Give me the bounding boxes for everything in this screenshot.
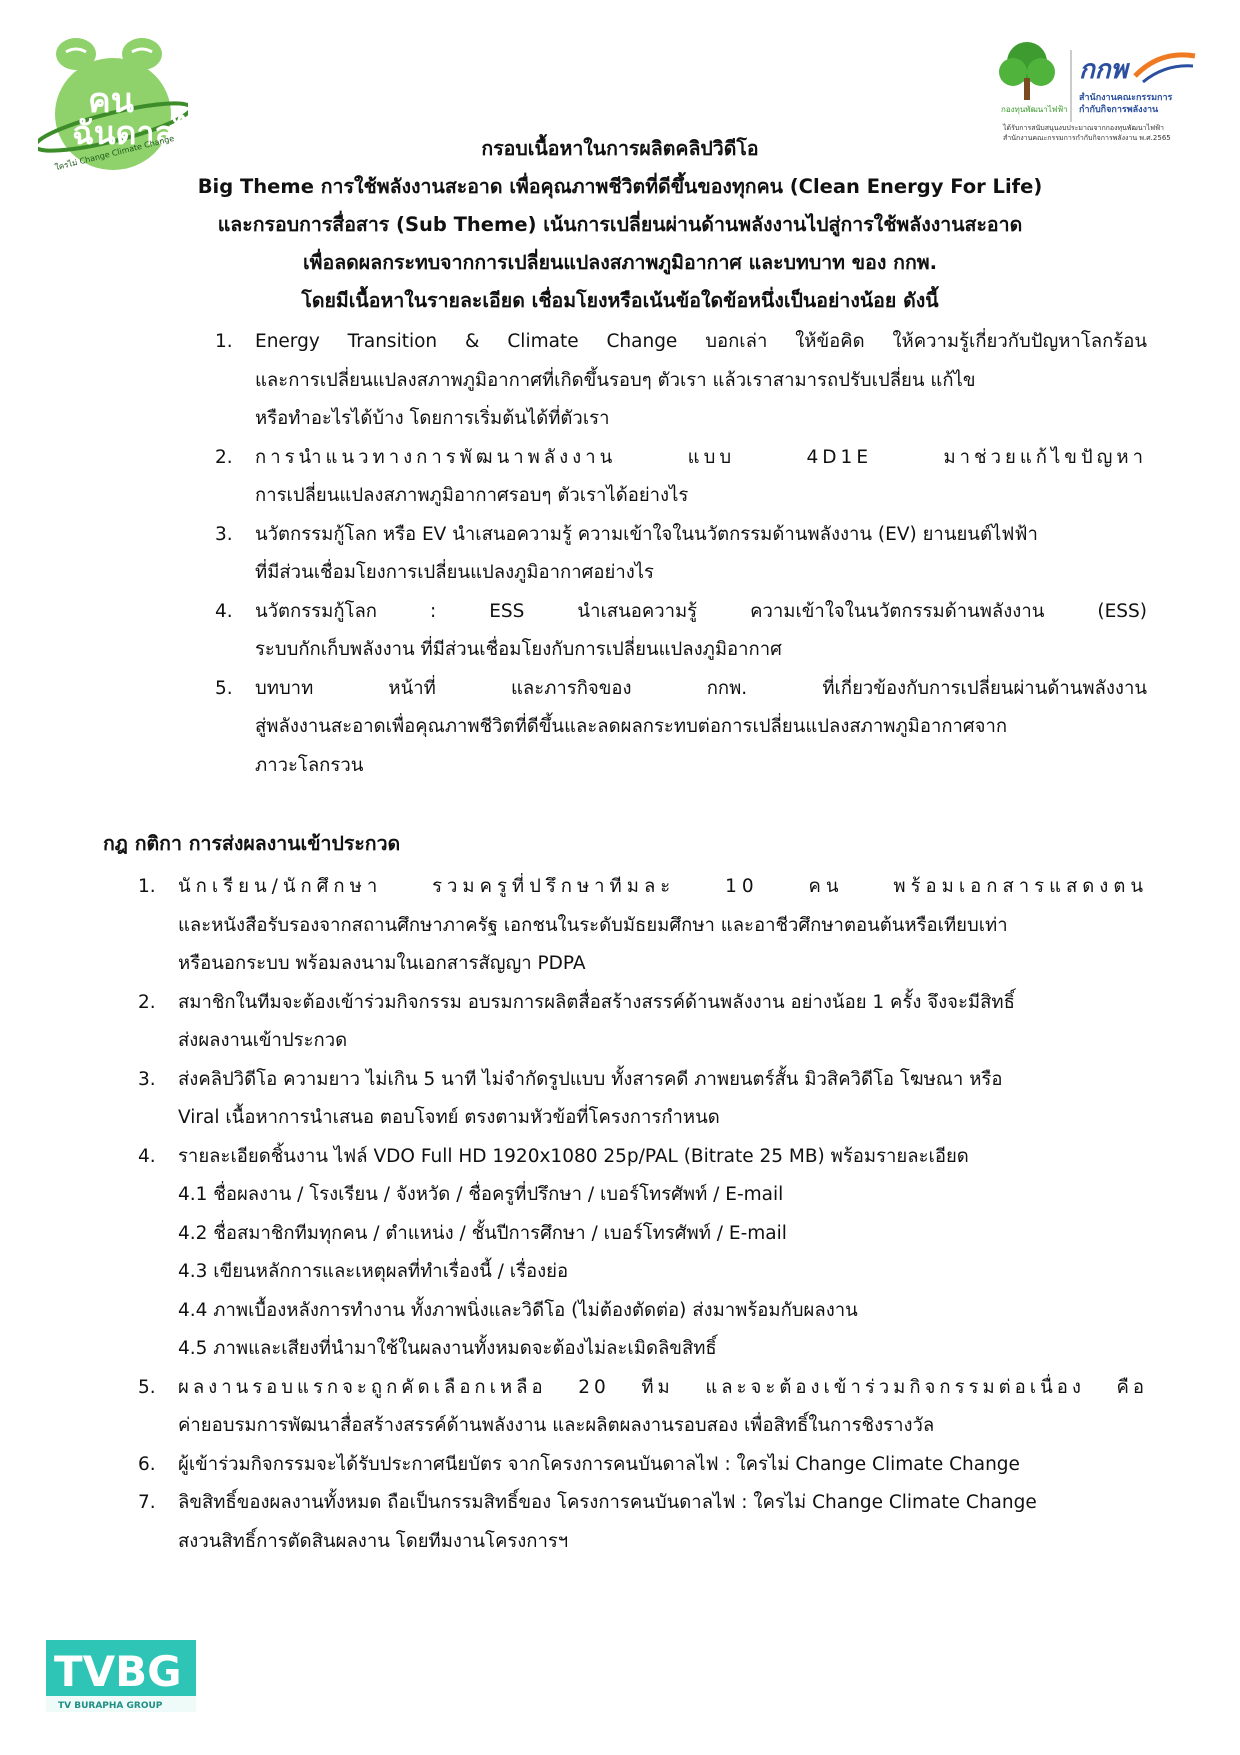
header-sub-theme: และกรอบการสื่อสาร (Sub Theme) เน้นการเปลี่ยนผ่านด้านพลังงานไปสู่การใช้พลังงานสะอาด (217, 213, 1023, 236)
tvbg-logo (46, 1640, 196, 1712)
theme-item: 3. นวัตกรรมกู้โลก หรือ EV นำเสนอความรู้ ความเข้าใจในนวัตกรรมด้านพลังงาน (EV) ยานยนต์ไฟฟ้า ที่มีส่วนเชื่อมโยงการเปลี่ยนแปลงภูมิอากาศอย่างไร (255, 516, 1147, 593)
item-number: 2. (215, 446, 233, 468)
theme-item: 1. Energy Transition & Climate Change บอกเล่า ให้ข้อคิด ให้ความรู้เกี่ยวกับปัญหาโลกร้อน และการเปลี่ยนแปลงสภาพภูมิอากาศที่เกิดขึ้นรอบๆ ตัวเรา แล้วเราสามารถปรับเปลี่ยน แก้ไข หรือทำอะไรได้บ้าง โดยการเริ่มต้นได้ที่ตัวเรา (255, 323, 1147, 439)
theme-list (215, 323, 1147, 785)
rule-item: 4. รายละเอียดชิ้นงาน ไฟล์ VDO Full HD 1920x1080 25p/PAL (Bitrate 25 MB) พร้อมรายละเอียด 4.1 ชื่อผลงาน / โรงเรียน / จังหวัด / ชื่อครูที่ปรึกษา / เบอร์โทรศัพท์ / E-mail 4.2 ชื่อสมาชิกทีมทุกคน / ตำแหน่ง / ชั้นปีการศึกษา / เบอร์โทรศัพท์ / E-mail 4.3 เขียนหลักการและเหตุผลที่ทำเรื่องนี้ / เรื่องย่อ 4.4 ภาพเบื้องหลังการทำงาน ทั้งภาพนิ่งและวิดีโอ (ไม่ต้องตัดต่อ) ส่งมาพร้อมกับผลงาน 4.5 ภาพและเสียงที่นำมาใช้ในผลงานทั้งหมดจะต้องไม่ละเมิดลิขสิทธิ์ (178, 1138, 1148, 1369)
header-big-theme: Big Theme การใช้พลังงานสะอาด เพื่อคุณภาพชีวิตที่ดีขึ้นของทุกคน (Clean Energy For Life) (197, 175, 1043, 198)
rule-item: 1. นักเรียน/นักศึกษา รวมครูที่ปรึกษาทีมละ 10 คน พร้อมเอกสารแสดงตน และหนังสือรับรองจากสถานศึกษาภาครัฐ เอกชนในระดับมัธยมศึกษา และอาชีวศึกษาตอนต้นหรือเทียบเท่า หรือนอกระบบ พร้อมลงนามในเอกสารสัญญา PDPA (178, 868, 1148, 984)
item-number: 7. (138, 1492, 156, 1513)
rule-item: 6. ผู้เข้าร่วมกิจกรรมจะได้รับประกาศนียบัตร จากโครงการคนบันดาลไฟ : ใครไม่ Change Climate Change (178, 1446, 1148, 1485)
svg-text:ใครไม่ Change Climate Change: ใครไม่ Change Climate Change (54, 133, 176, 173)
item-number: 5. (138, 1376, 156, 1398)
header-intro: โดยมีเนื้อหาในรายละเอียด เชื่อมโยงหรือเน้นข้อใดข้อหนึ่งเป็นอย่างน้อย ดังนี้ (301, 289, 939, 312)
rules-title: กฎ กติกา การส่งผลงานเข้าประกวด (103, 832, 401, 855)
item-number: 3. (215, 523, 233, 545)
svg-text:TV BURAPHA GROUP: TV BURAPHA GROUP (58, 1701, 163, 1711)
item-number: 6. (138, 1453, 156, 1475)
item-number: 4. (138, 1145, 156, 1167)
theme-item: 5. บทบาท หน้าที่ และภารกิจของ กกพ. ที่เกี่ยวข้องกับการเปลี่ยนผ่านด้านพลังงาน สู่พลังงานสะอาดเพื่อคุณภาพชีวิตที่ดีขึ้นและลดผลกระทบต่อการเปลี่ยนแปลงสภาพภูมิอากาศจาก ภาวะโลกรวน (255, 670, 1147, 786)
sponsor-logos (995, 30, 1205, 145)
header-title: กรอบเนื้อหาในการผลิตคลิปวิดีโอ (481, 137, 759, 160)
sub-item: 4.1 ชื่อผลงาน / โรงเรียน / จังหวัด / ชื่อครูที่ปรึกษา / เบอร์โทรศัพท์ / E-mail (178, 1184, 784, 1205)
theme-item: 2. การนำแนวทางการพัฒนาพลังงาน แบบ 4D1E มาช่วยแก้ไขปัญหา การเปลี่ยนแปลงสภาพภูมิอากาศรอบๆ ตัวเราได้อย่างไร (255, 439, 1147, 516)
rule-item: 7. ลิขสิทธิ์ของผลงานทั้งหมด ถือเป็นกรรมสิทธิ์ของ โครงการคนบันดาลไฟ : ใครไม่ Change Climate Change สงวนสิทธิ์การตัดสินผลงาน โดยทีมงานโครงการฯ (178, 1484, 1148, 1561)
svg-text:ฉันดาลไฟ: ฉันดาลไ (72, 114, 188, 152)
svg-text:กำกับกิจการพลังงาน: กำกับกิจการพลังงาน (1079, 105, 1159, 115)
svg-text:กกพ: กกพ (1079, 55, 1128, 85)
svg-text:TVBG: TVBG (54, 1647, 182, 1696)
logo-text: คน (88, 81, 134, 121)
header-sub-theme-cont: เพื่อลดผลกระทบจากการเปลี่ยนแปลงสภาพภูมิอากาศ และบทบาท ของ กกพ. (302, 251, 938, 274)
svg-text:สำนักงานคณะกรรมการกำกับกิจการพ: สำนักงานคณะกรรมการกำกับกิจการพลังงาน พ.ศ.2565 (1003, 134, 1171, 142)
rules-list (138, 868, 1148, 1561)
svg-text:สำนักงานคณะกรรมการ: สำนักงานคณะกรรมการ (1079, 93, 1173, 103)
theme-item: 4. นวัตกรรมกู้โลก : ESS นำเสนอความรู้ ความเข้าใจในนวัตกรรมด้านพลังงาน (ESS) ระบบกักเก็บพลังงาน ที่มีส่วนเชื่อมโยงกับการเปลี่ยนแปลงภูมิอากาศ (255, 593, 1147, 670)
item-number: 5. (215, 677, 233, 699)
sub-item: 4.2 ชื่อสมาชิกทีมทุกคน / ตำแหน่ง / ชั้นปีการศึกษา / เบอร์โทรศัพท์ / E-mail (178, 1222, 787, 1244)
svg-text:ได้รับการสนับสนุนงบประมาณจากกอ: ได้รับการสนับสนุนงบประมาณจากกองทุนพัฒนาไฟฟ้า (1003, 124, 1164, 132)
item-number: 3. (138, 1068, 156, 1090)
rule-item: 3. ส่งคลิปวิดีโอ ความยาว ไม่เกิน 5 นาที ไม่จำกัดรูปแบบ ทั้งสารคดี ภาพยนตร์สั้น มิวสิควิดีโอ โฆษณา หรือ Viral เนื้อหาการนำเสนอ ตอบโจทย์ ตรงตามหัวข้อที่โครงการกำหนด (178, 1061, 1148, 1138)
svg-text:กองทุนพัฒนาไฟฟ้า: กองทุนพัฒนาไฟฟ้า (1001, 105, 1068, 114)
rule-item: 2. สมาชิกในทีมจะต้องเข้าร่วมกิจกรรม อบรมการผลิตสื่อสร้างสรรค์ด้านพลังงาน อย่างน้อย 1 ครั้ง จึงจะมีสิทธิ์ ส่งผลงานเข้าประกวด (178, 984, 1148, 1061)
document-header (0, 130, 1240, 320)
item-number: 1. (215, 331, 233, 352)
item-number: 2. (138, 991, 156, 1013)
sub-item: 4.4 ภาพเบื้องหลังการทำงาน ทั้งภาพนิ่งและวิดีโอ (ไม่ต้องตัดต่อ) ส่งมาพร้อมกับผลงาน (178, 1299, 858, 1321)
sub-item: 4.5 ภาพและเสียงที่นำมาใช้ในผลงานทั้งหมดจะต้องไม่ละเมิดลิขสิทธิ์ (178, 1338, 717, 1359)
item-number: 4. (215, 600, 233, 622)
sub-item: 4.3 เขียนหลักการและเหตุผลที่ทำเรื่องนี้ / เรื่องย่อ (178, 1261, 569, 1282)
rule-item: 5. ผลงานรอบแรกจะถูกคัดเลือกเหลือ 20 ทีม และจะต้องเข้าร่วมกิจกรรมต่อเนื่อง คือ ค่ายอบรมการพัฒนาสื่อสร้างสรรค์ด้านพลังงาน และผลิตผลงานรอบสอง เพื่อสิทธิ์ในการชิงรางวัล (178, 1369, 1148, 1446)
item-number: 1. (138, 876, 156, 897)
